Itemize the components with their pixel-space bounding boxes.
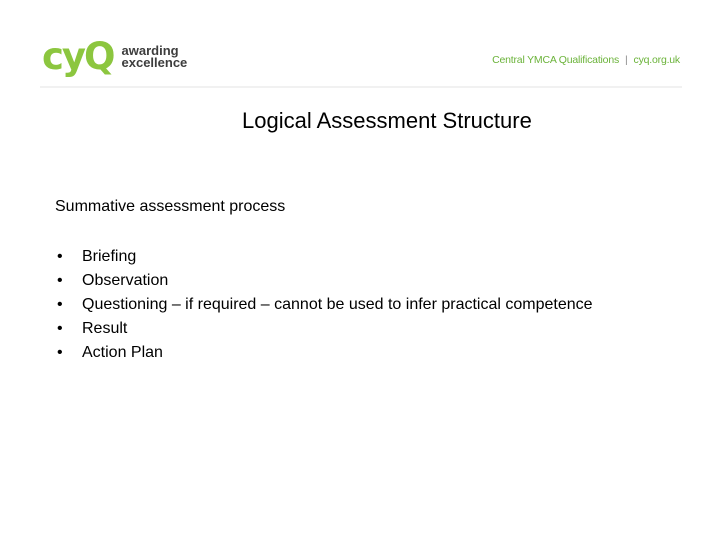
bullet-item	[55, 269, 595, 293]
logo-tagline-line2: excellence	[121, 54, 188, 70]
bullet-dot: •	[57, 344, 63, 361]
bullet-item	[55, 317, 595, 341]
bullet-text: Questioning – if required – cannot be used to infer practical competence	[82, 296, 593, 313]
bullet-dot: •	[57, 320, 63, 337]
logo-tagline-line1: awarding	[121, 42, 179, 58]
bullet-item	[55, 293, 595, 317]
bullet-text: Action Plan	[82, 344, 163, 361]
bullet-item	[55, 245, 595, 269]
logo-tagline	[121, 42, 188, 70]
bullet-item	[55, 341, 595, 365]
slide-header	[40, 30, 682, 88]
bullet-list	[55, 245, 595, 365]
bullet-text: Observation	[82, 272, 169, 289]
slide-subtitle: Summative assessment process	[55, 198, 286, 215]
bullet-dot: •	[57, 272, 63, 289]
logo-mark: cyQ	[42, 35, 114, 78]
bullet-text: Briefing	[82, 248, 137, 265]
header-separator: |	[625, 54, 628, 66]
bullet-dot: •	[57, 296, 63, 313]
header-org-info	[492, 54, 680, 66]
website-link[interactable]: cyq.org.uk	[633, 54, 680, 66]
bullet-text: Result	[82, 320, 128, 337]
org-name: Central YMCA Qualifications	[492, 54, 620, 66]
bullet-dot: •	[57, 248, 63, 265]
cyq-logo	[42, 35, 188, 78]
slide-title: Logical Assessment Structure	[242, 108, 532, 133]
